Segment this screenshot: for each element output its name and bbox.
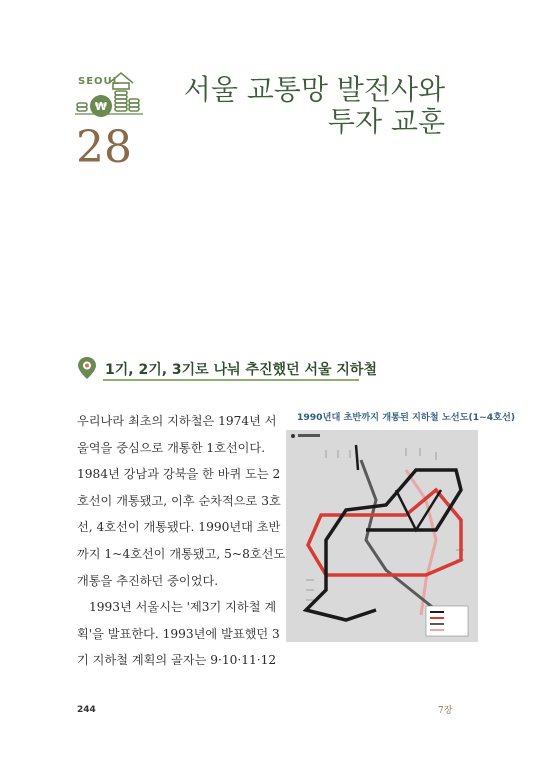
- chapter-number: 28: [76, 122, 132, 173]
- body-line: 기 지하철 계획의 골자는 9·10·11·12: [77, 653, 277, 668]
- svg-text:₩: ₩: [94, 100, 108, 113]
- chapter-tag: 7장: [438, 706, 453, 716]
- body-line: 선, 4호선이 개통됐다. 1990년대 초반: [77, 520, 281, 535]
- chapter-title-line-2: 투자 교훈: [327, 105, 445, 138]
- body-line: 까지 1~4호선이 개통됐고, 5~8호선도: [77, 546, 286, 561]
- seoul-label: SEOUL: [78, 76, 121, 87]
- body-line: 호선이 개통됐고, 이후 순차적으로 3호: [77, 493, 281, 508]
- body-text: [77, 408, 286, 674]
- subway-map-image: [286, 430, 478, 642]
- section-heading: [77, 356, 377, 382]
- map-pin-icon: [77, 356, 97, 380]
- section-underline: [103, 379, 359, 381]
- page-number: 244: [77, 705, 96, 715]
- chapter-title-line-1: 서울 교통망 발전사와: [183, 73, 445, 106]
- body-line: 개통을 추진하던 중이었다.: [77, 573, 219, 588]
- section-title: 1기, 2기, 3기로 나눠 추진했던 서울 지하철: [105, 362, 377, 378]
- body-line: 울역을 중심으로 개통한 1호선이다.: [77, 440, 266, 455]
- figure-caption: 1990년대 초반까지 개통된 지하철 노선도(1~4호선): [297, 412, 516, 423]
- body-line: 1993년 서울시는 '제3기 지하철 계: [89, 600, 277, 615]
- body-line: 우리나라 최초의 지하철은 1974년 서: [77, 414, 277, 428]
- body-line: 획'을 발표한다. 1993년에 발표했던 3: [77, 626, 280, 641]
- body-line: 1984년 강남과 강북을 한 바퀴 도는 2: [77, 467, 281, 482]
